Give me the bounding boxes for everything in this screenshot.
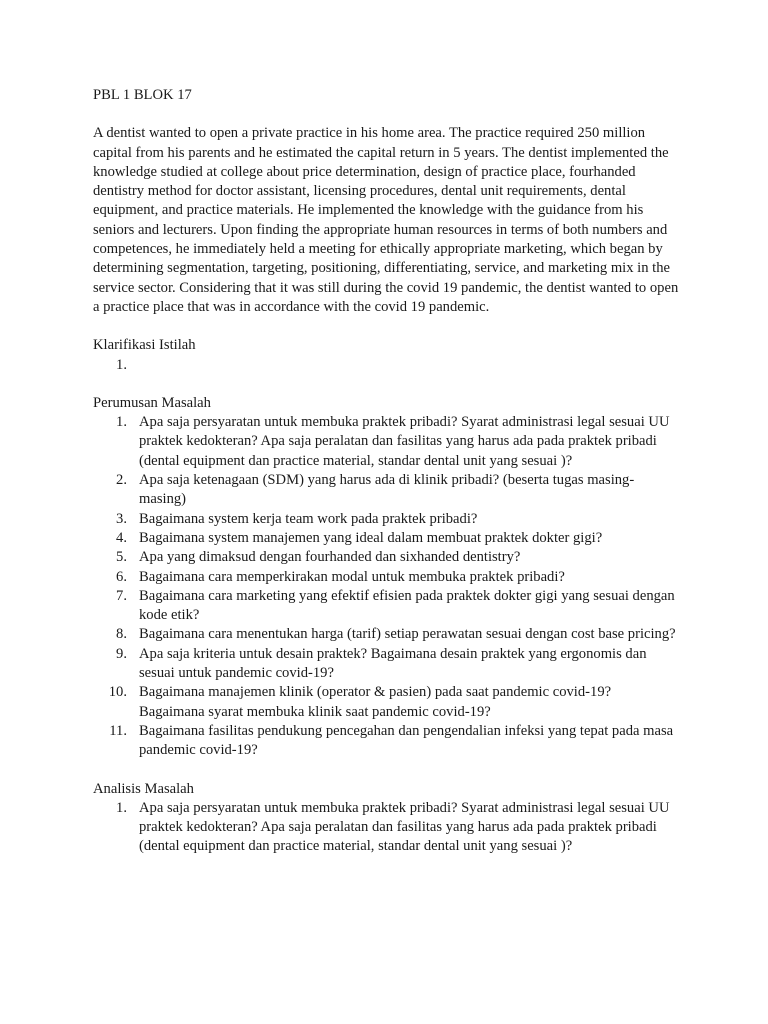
list-item [93, 548, 680, 567]
section-analisis-masalah [93, 780, 680, 857]
list-item-number: 10. [108, 684, 127, 701]
list-item-text: Apa yang dimaksud dengan fourhanded dan sixhanded dentistry? [139, 549, 521, 566]
list-item [93, 356, 680, 375]
list-item-number: 1. [116, 799, 127, 816]
document-title: PBL 1 BLOK 17 [93, 87, 192, 103]
list-item-text: Bagaimana system manajemen yang ideal dalam membuat praktek dokter gigi? [139, 529, 603, 546]
perumusan-list [93, 413, 680, 760]
list-item [93, 722, 680, 761]
section-heading-analisis: Analisis Masalah [93, 780, 194, 797]
list-item-number: 7. [116, 587, 127, 604]
section-heading-klarifikasi: Klarifikasi Istilah [93, 337, 196, 354]
list-item [93, 625, 680, 644]
list-item-number: 6. [116, 568, 127, 585]
list-item [93, 471, 680, 510]
list-item-number: 1. [116, 414, 127, 431]
list-item [93, 645, 680, 684]
list-item-text: Bagaimana cara menentukan harga (tarif) setiap perawatan sesuai dengan cost base pricing? [139, 626, 676, 643]
list-item-number: 5. [116, 549, 127, 566]
list-item [93, 529, 680, 548]
case-scenario-paragraph: A dentist wanted to open a private practice in his home area. The practice required 250 million capital from his parents and he estimated the capital return in 5 years. The dentist implemented the knowledge studied at college about price determination, design of practice place, fourhanded dentistry method for doctor assistant, licensing procedures, dental unit requirements, dental equipment, and practice materials. He implemented the knowledge with the guidance from his seniors and lecturers. Upon finding the appropriate human resources in terms of both numbers and competences, he immediately held a meeting for ethically appropriate marketing, which began by determining segmentation, targeting, positioning, differentiating, service, and marketing mix in the service sector. Considering that it was still during the covid 19 pandemic, the dentist wanted to open a practice place that was in accordance with the covid 19 pandemic. [93, 125, 679, 315]
list-item-text: Bagaimana cara marketing yang efektif efisien pada praktek dokter gigi yang sesuai dengan kode etik? [139, 587, 675, 624]
list-item-number: 9. [116, 645, 127, 662]
list-item-number: 4. [116, 529, 127, 546]
list-item [93, 683, 680, 722]
klarifikasi-list [93, 356, 680, 375]
list-item-text: Apa saja persyaratan untuk membuka praktek pribadi? Syarat administrasi legal sesuai UU praktek kedokteran? Apa saja peralatan dan fasilitas yang harus ada pada praktek pribadi (dental equipment dan practice material, standar dental unit yang sesuai )? [139, 414, 670, 469]
list-item-text: Apa saja persyaratan untuk membuka praktek pribadi? Syarat administrasi legal sesuai UU praktek kedokteran? Apa saja peralatan dan fasilitas yang harus ada pada praktek pribadi (dental equipment dan practice material, standar dental unit yang sesuai )? [139, 799, 670, 855]
list-item [93, 799, 680, 857]
list-item-number: 3. [116, 510, 127, 527]
list-item-number: 1. [116, 356, 127, 373]
section-perumusan-masalah [93, 394, 680, 761]
list-item-text: Apa saja ketenagaan (SDM) yang harus ada di klinik pribadi? (beserta tugas masing-masing) [139, 472, 635, 508]
section-klarifikasi-istilah [93, 336, 680, 375]
list-item-number: 2. [116, 472, 127, 489]
list-item [93, 587, 680, 626]
list-item-text: Apa saja kriteria untuk desain praktek? Bagaimana desain praktek yang ergonomis dan sesuai untuk pandemic covid-19? [139, 645, 647, 682]
list-item-text: Bagaimana manajemen klinik (operator & pasien) pada saat pandemic covid-19? Bagaimana syarat membuka klinik saat pandemic covid-19? [139, 684, 612, 720]
list-item-text: Bagaimana cara memperkirakan modal untuk membuka praktek pribadi? [139, 568, 565, 585]
list-item [93, 568, 680, 587]
list-item-number: 8. [116, 626, 127, 643]
analisis-list [93, 799, 680, 857]
list-item-text: Bagaimana system kerja team work pada praktek pribadi? [139, 510, 478, 527]
section-heading-perumusan: Perumusan Masalah [93, 394, 211, 411]
list-item [93, 510, 680, 529]
list-item-number: 11. [109, 722, 127, 739]
list-item [93, 413, 680, 471]
list-item-text: Bagaimana fasilitas pendukung pencegahan dan pengendalian infeksi yang tepat pada masa pandemic covid-19? [139, 722, 674, 759]
